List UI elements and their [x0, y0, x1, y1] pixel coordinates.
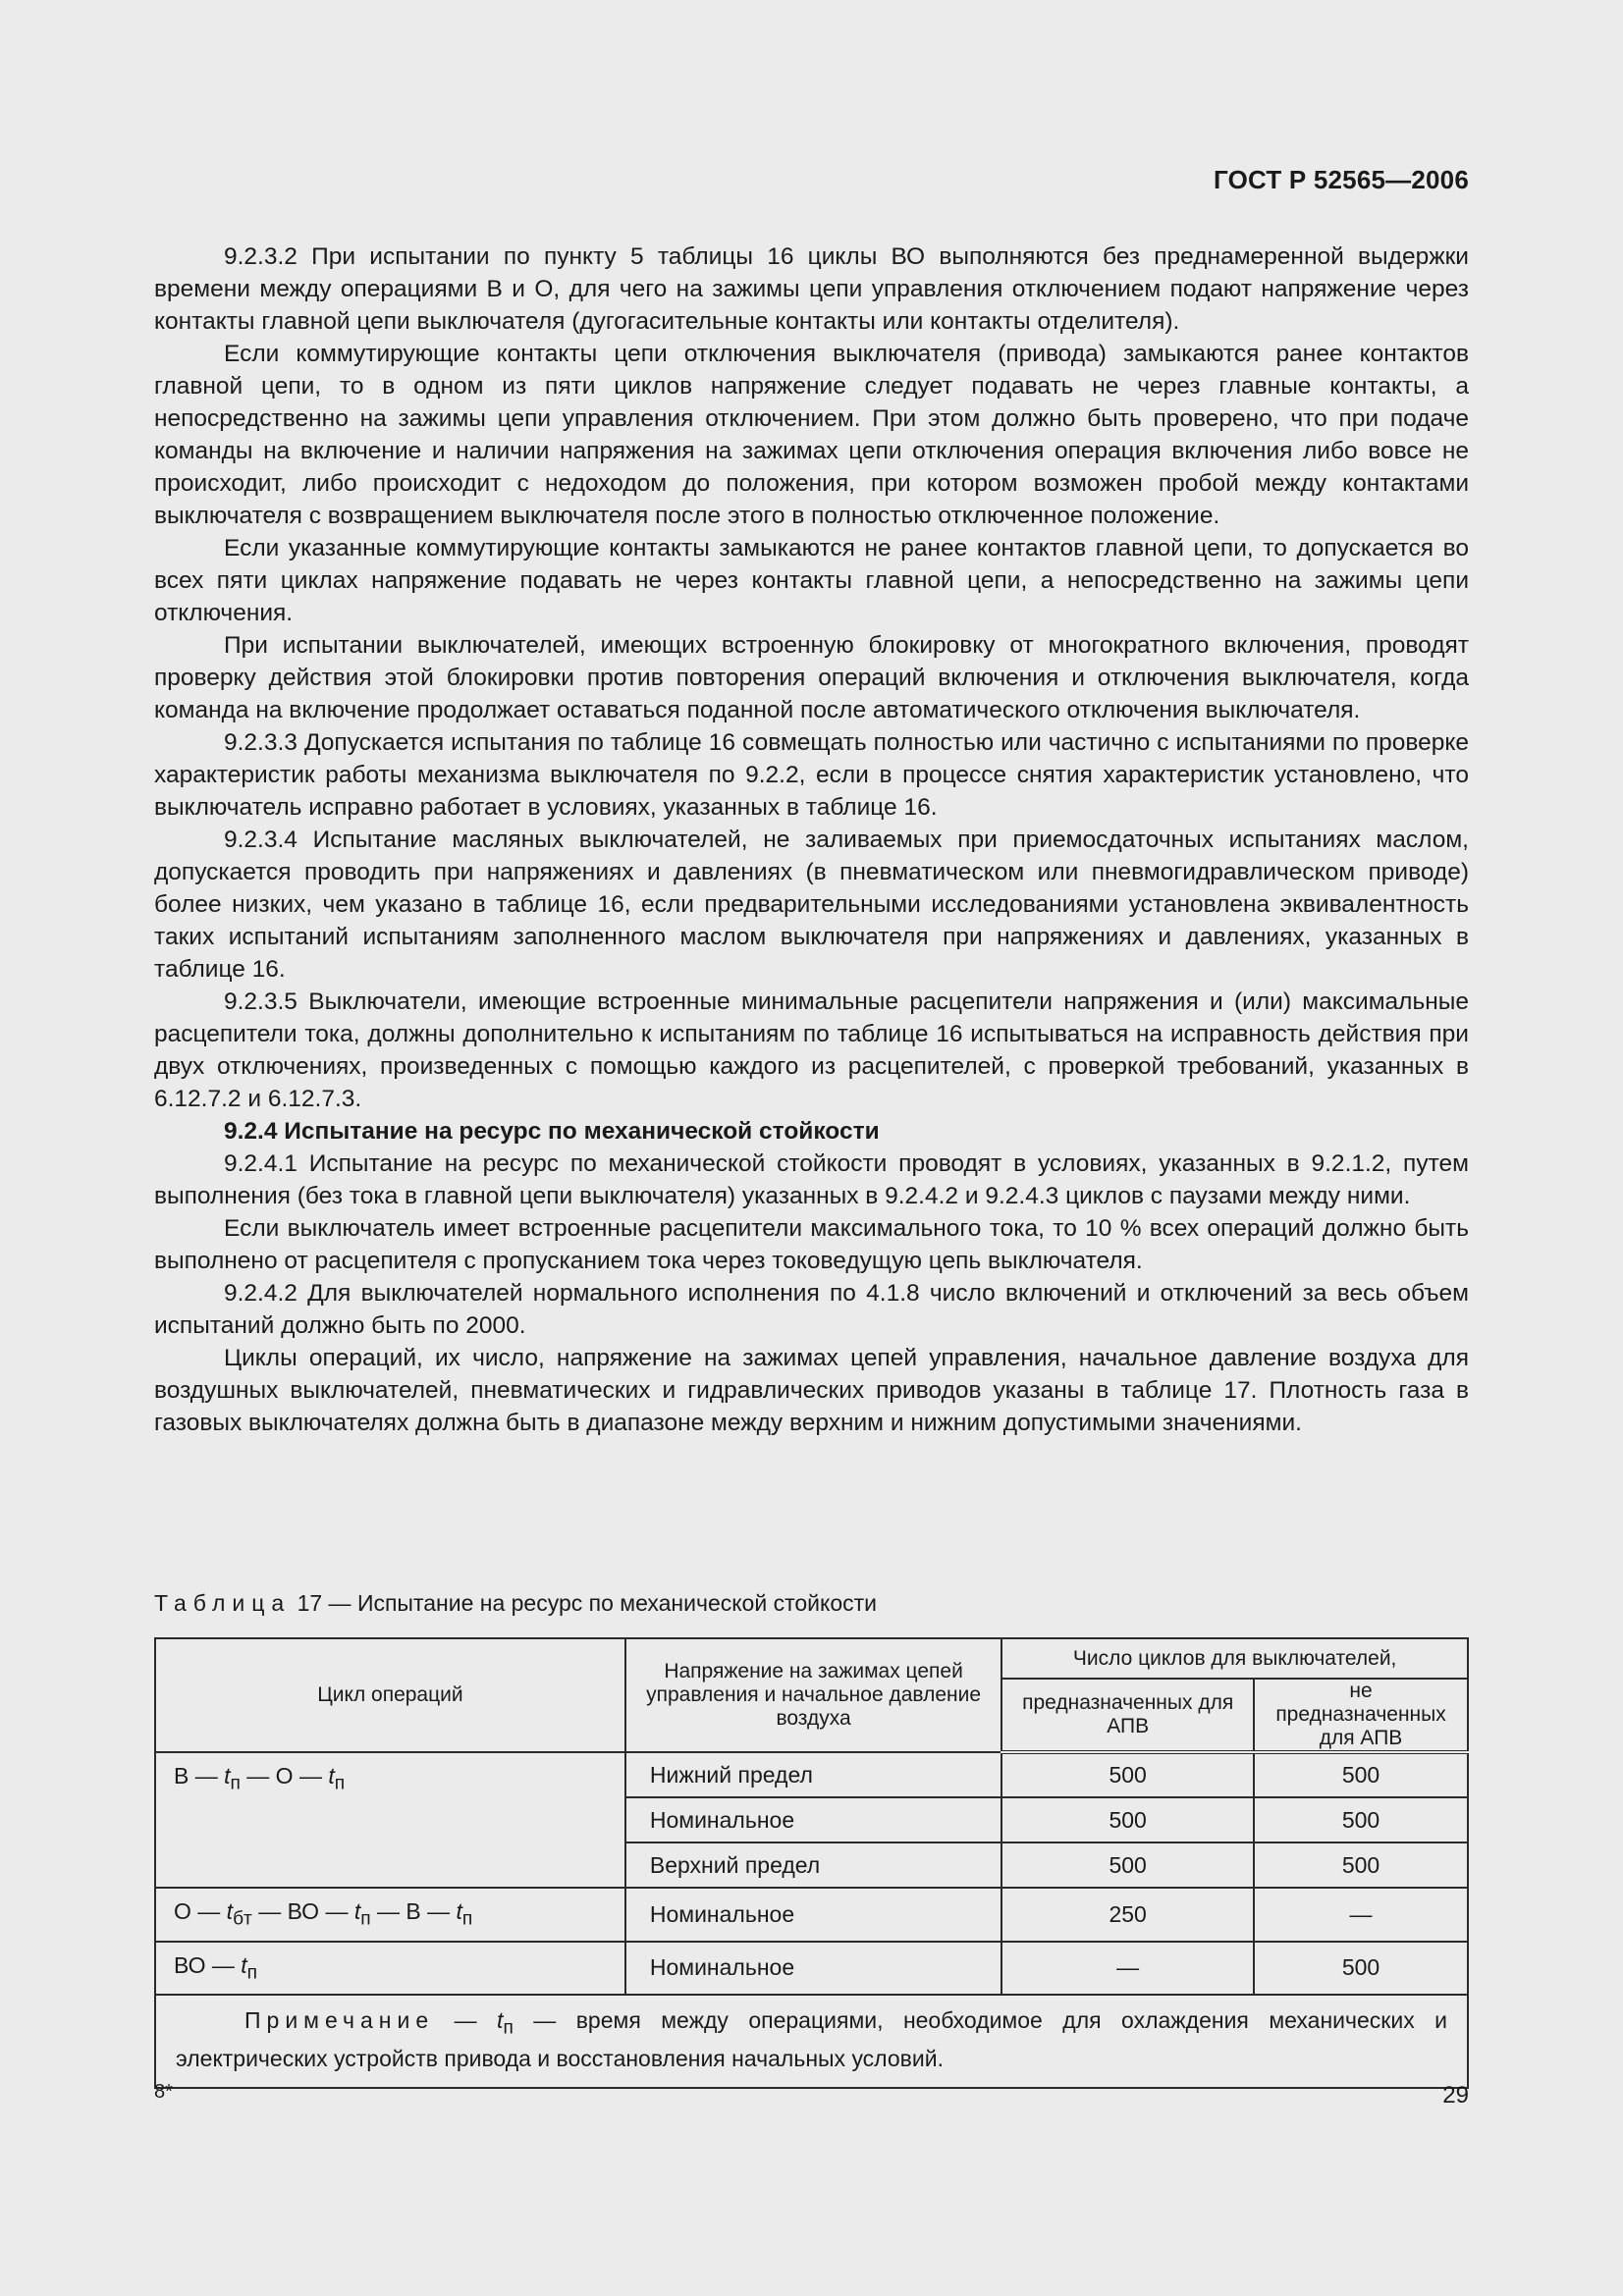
document-header: ГОСТ Р 52565—2006 — [1214, 165, 1469, 194]
cycle-cell: В — $t_п$ — О — $t_п$ — [155, 1752, 625, 1888]
table-row — [155, 1888, 1468, 1942]
non-apv-cell: 500 — [1254, 1942, 1468, 1996]
voltage-cell: Номинальное — [625, 1888, 1001, 1942]
table-caption-text: 17 — Испытание на ресурс по механической стойкости — [291, 1590, 877, 1616]
paragraph: 9.2.4.2 Для выключателей нормального исполнения по 4.1.8 число включений и отключений за весь объем испытаний должно быть по 2000. — [154, 1280, 1469, 1339]
paragraph: 9.2.4.1 Испытание на ресурс по механической стойкости проводят в условиях, указанных в 9.2.1.2, путем выполнения (без тока в главной цепи выключателя) указанных в 9.2.4.2 и 9.2.4.3 циклов с паузами между ними. — [154, 1150, 1469, 1209]
non-apv-cell: 500 — [1254, 1842, 1468, 1888]
non-apv-cell: 500 — [1254, 1797, 1468, 1842]
paragraph: Если указанные коммутирующие контакты замыкаются не ранее контактов главной цепи, то допускается во всех пяти циклах напряжение подавать не через контакты главной цепи, а непосредственно на зажимы цепи отключения. — [154, 535, 1469, 626]
paragraph: 9.2.3.2 При испытании по пункту 5 таблицы 16 циклы ВО выполняются без преднамеренной выдержки времени между операциями В и О, для чего на зажимы цепи управления отключением подают напряжение через контакты главной цепи выключателя (дугогасительные контакты или контакты отделителя). — [154, 243, 1469, 335]
paragraph: 9.2.3.3 Допускается испытания по таблице 16 совмещать полностью или частично с испытаниями по проверке характеристик работы механизма выключателя по 9.2.2, если в процессе снятия характеристик установлено, что выключатель исправно работает в условиях, указанных в таблице 16. — [154, 729, 1469, 821]
table-note: Примечание — $t_п$ — время между операциями, необходимое для охлаждения механических и электрических устройств привода и восстановления начальных условий. — [155, 1995, 1468, 2088]
voltage-cell: Верхний предел — [625, 1842, 1001, 1888]
voltage-cell: Нижний предел — [625, 1752, 1001, 1797]
table-caption — [154, 1590, 877, 1617]
apv-cell: 500 — [1001, 1752, 1254, 1797]
section-heading: 9.2.4 Испытание на ресурс по механической стойкости — [224, 1118, 880, 1145]
table-note-row — [155, 1995, 1468, 2088]
non-apv-cell: — — [1254, 1888, 1468, 1942]
header-non-apv: не предназначенных для АПВ — [1254, 1679, 1468, 1752]
paragraph: 9.2.3.4 Испытание масляных выключателей, не заливаемых при приемосдаточных испытаниях маслом, допускается проводить при напряжениях и давлениях (в пневматическом или пневмогидравлическом приводе) более низких, чем указано в таблице 16, если предварительными исследованиями установлена эквивалентность таких испытаний испытаниям заполненного маслом выключателя при напряжениях и давлениях, указанных в таблице 16. — [154, 827, 1469, 983]
apv-cell: 500 — [1001, 1842, 1254, 1888]
table-row — [155, 1942, 1468, 1996]
footer-sheet-mark: 8* — [154, 2081, 173, 2103]
non-apv-cell: 500 — [1254, 1752, 1468, 1797]
apv-cell: 500 — [1001, 1797, 1254, 1842]
apv-cell: — — [1001, 1942, 1254, 1996]
paragraph: При испытании выключателей, имеющих встроенную блокировку от многократного включения, проводят проверку действия этой блокировки против повторения операций включения и отключения выключателя, когда команда на включение продолжает оставаться поданной после автоматического отключения выключателя. — [154, 632, 1469, 723]
table-caption-label: Таблица — [154, 1590, 292, 1616]
voltage-cell: Номинальное — [625, 1797, 1001, 1842]
header-voltage: Напряжение на зажимах цепей управления и начальное давление воздуха — [625, 1638, 1001, 1752]
apv-cell: 250 — [1001, 1888, 1254, 1942]
voltage-cell: Номинальное — [625, 1942, 1001, 1996]
paragraph: Если выключатель имеет встроенные расцепители максимального тока, то 10 % всех операций должно быть выполнено от расцепителя с пропусканием тока через токоведущую цепь выключателя. — [154, 1215, 1469, 1274]
cycle-cell: ВО — $t_п$ — [155, 1942, 625, 1996]
body-text — [154, 240, 1469, 1439]
table-17 — [154, 1637, 1469, 2089]
header-cycle: Цикл операций — [155, 1638, 625, 1752]
paragraph: 9.2.3.5 Выключатели, имеющие встроенные минимальные расцепители напряжения и (или) максимальные расцепители тока, должны дополнительно к испытаниям по таблице 16 испытываться на исправность действия при двух отключениях, произведенных с помощью каждого из расцепителей, с проверкой требований, указанных в 6.12.7.2 и 6.12.7.3. — [154, 988, 1469, 1112]
cycle-cell: О — $t_{бт}$ — ВО — $t_п$ — В — $t_п$ — [155, 1888, 625, 1942]
header-cycles-group: Число циклов для выключателей, — [1001, 1638, 1468, 1679]
table-row — [155, 1752, 1468, 1797]
page-number: 29 — [1442, 2082, 1469, 2109]
header-apv: предназначенных для АПВ — [1001, 1679, 1254, 1752]
paragraph: Если коммутирующие контакты цепи отключения выключателя (привода) замыкаются ранее контактов главной цепи, то в одном из пяти циклов напряжение следует подавать не через главные контакты, а непосредственно на зажимы цепи управления отключением. При этом должно быть проверено, что при подаче команды на включение и наличии напряжения на зажимах цепи отключения операция включения либо вовсе не происходит, либо происходит с недоходом до положения, при котором возможен пробой между контактами выключателя с возвращением выключателя после этого в полностью отключенное положение. — [154, 341, 1469, 529]
paragraph: Циклы операций, их число, напряжение на зажимах цепей управления, начальное давление воздуха для воздушных выключателей, пневматических и гидравлических приводов указаны в таблице 17. Плотность газа в газовых выключателях должна быть в диапазоне между верхним и нижним допустимыми значениями. — [154, 1345, 1469, 1436]
